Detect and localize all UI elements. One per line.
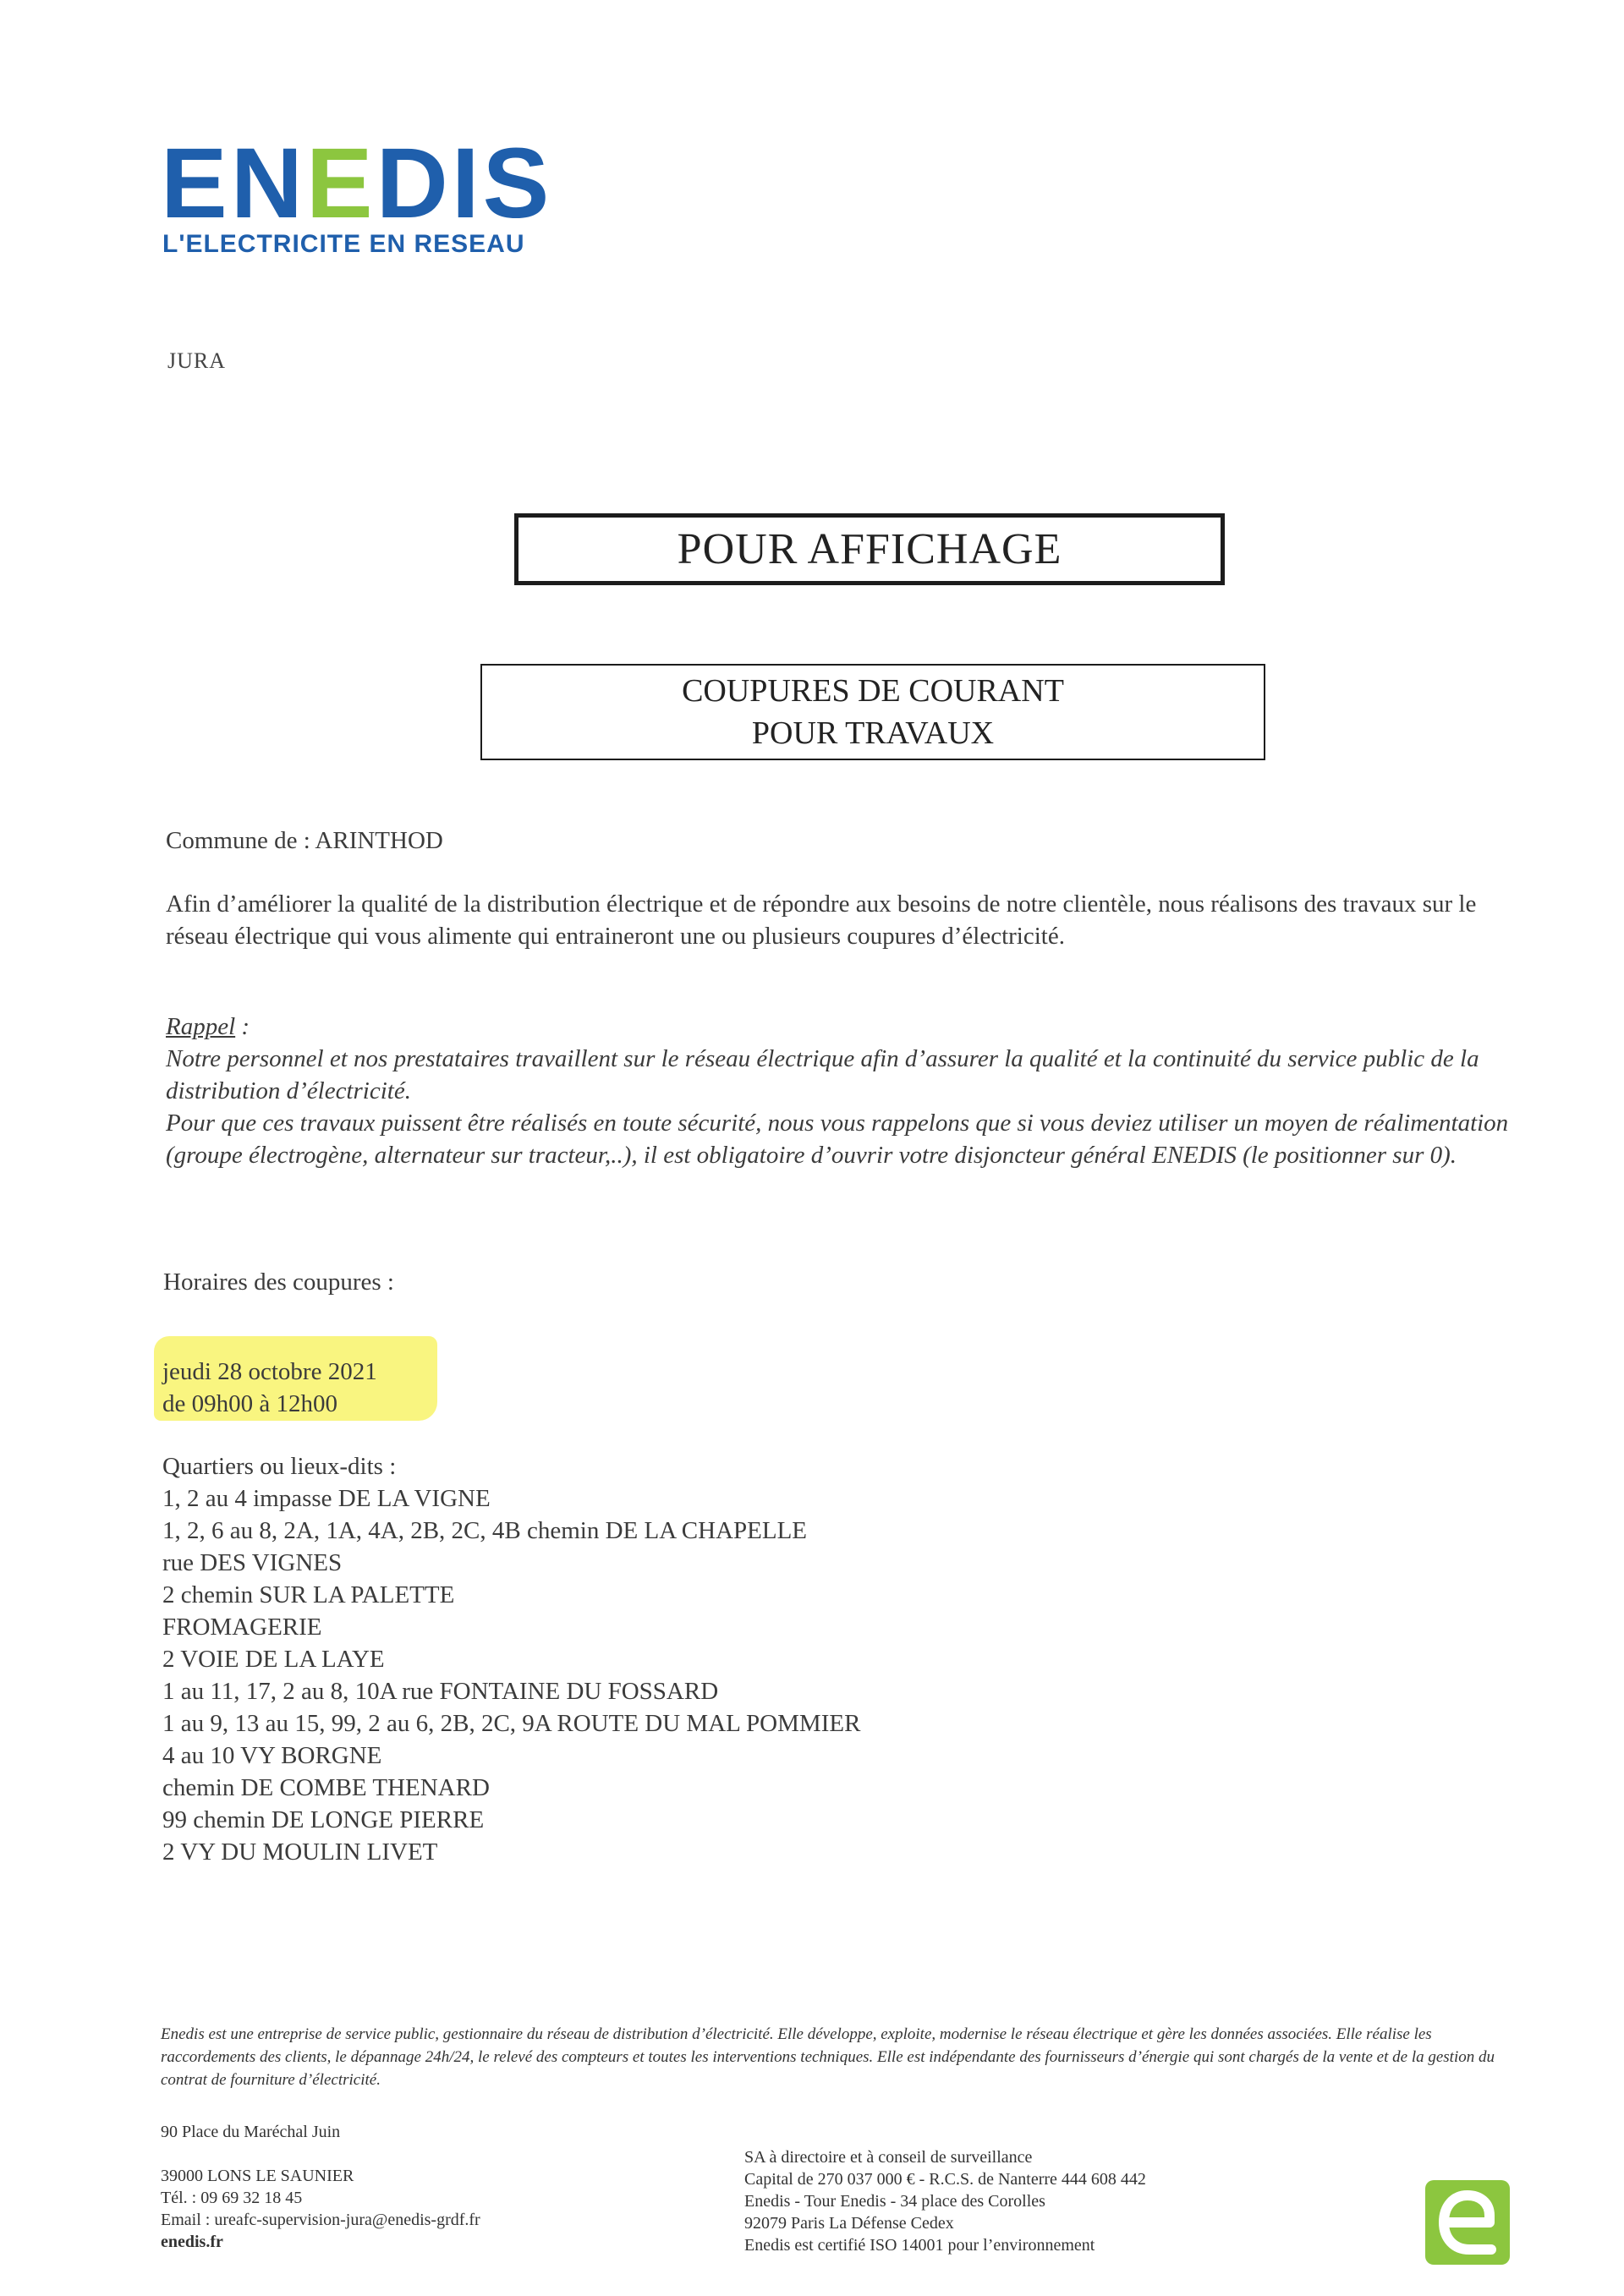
schedule-time: de 09h00 à 12h00 xyxy=(162,1390,337,1417)
subtitle-box xyxy=(480,664,1265,760)
rappel-text-1: Notre personnel et nos prestataires travaillent sur le réseau électrique afin d’assurer la qualité et la continuité du service public de la distribution d’électricité. xyxy=(166,1045,1479,1104)
list-item: rue DES VIGNES xyxy=(162,1549,343,1576)
footer-corporate-block xyxy=(744,2146,1146,2256)
corp-line: 92079 Paris La Défense Cedex xyxy=(744,2214,954,2233)
list-item: 1 au 9, 13 au 15, 99, 2 au 6, 2B, 2C, 9A ROUTE DU MAL POMMIER xyxy=(162,1710,861,1737)
region-label: JURA xyxy=(167,348,227,373)
title-box xyxy=(514,513,1225,585)
quartiers-label: Quartiers ou lieux-dits : xyxy=(162,1453,397,1480)
footer-contact-block xyxy=(161,2165,480,2253)
horaires-label: Horaires des coupures : xyxy=(163,1269,394,1296)
enedis-e-logo-icon xyxy=(1425,2180,1510,2265)
list-item: 1, 2, 6 au 8, 2A, 1A, 4A, 2B, 2C, 4B chemin DE LA CHAPELLE xyxy=(162,1517,808,1544)
list-item: 2 VOIE DE LA LAYE xyxy=(162,1646,385,1673)
list-item: FROMAGERIE xyxy=(162,1614,322,1641)
list-item: 1, 2 au 4 impasse DE LA VIGNE xyxy=(162,1485,491,1512)
footer-email[interactable]: Email : ureafc-supervision-jura@enedis-grdf.fr xyxy=(161,2211,480,2229)
corp-line: Capital de 270 037 000 € - R.C.S. de Nanterre 444 608 442 xyxy=(744,2170,1146,2189)
list-item: 2 VY DU MOULIN LIVET xyxy=(162,1838,438,1866)
list-item: 2 chemin SUR LA PALETTE xyxy=(162,1581,455,1608)
list-item: chemin DE COMBE THENARD xyxy=(162,1774,490,1801)
title-text: POUR AFFICHAGE xyxy=(677,525,1062,573)
rappel-title-suffix: : xyxy=(235,1013,250,1040)
corp-line: Enedis est certifié ISO 14001 pour l’environnement xyxy=(744,2236,1095,2255)
rappel-heading xyxy=(166,1011,1536,1043)
rappel-text-2: Pour que ces travaux puissent être réalisés en toute sécurité, nous vous rappelons que si vous deviez utiliser un moyen de réalimentation (groupe électrogène, alternateur sur tracteur,..), il est obligatoire d’ouvrir votre disjoncteur général ENEDIS (le positionner sur 0). xyxy=(166,1110,1509,1169)
rappel-title: Rappel xyxy=(166,1013,236,1040)
enedis-logo: ENEDIS xyxy=(161,128,553,239)
corp-line: SA à directoire et à conseil de surveillance xyxy=(744,2148,1033,2167)
quartiers-list xyxy=(162,1450,860,1868)
subtitle-line-2: POUR TRAVAUX xyxy=(751,715,995,751)
logo-tagline: L'ELECTRICITE EN RESEAU xyxy=(162,230,525,258)
footer-website-link[interactable]: enedis.fr xyxy=(161,2233,223,2251)
list-item: 4 au 10 VY BORGNE xyxy=(162,1742,382,1769)
schedule-date: jeudi 28 octobre 2021 xyxy=(162,1358,377,1385)
list-item: 99 chemin DE LONGE PIERRE xyxy=(162,1806,485,1833)
schedule xyxy=(162,1356,377,1420)
commune-line: Commune de : ARINTHOD xyxy=(166,827,443,854)
corp-line: Enedis - Tour Enedis - 34 place des Corolles xyxy=(744,2192,1045,2211)
rappel-block xyxy=(166,1011,1536,1171)
intro-paragraph: Afin d’améliorer la qualité de la distribution électrique et de répondre aux besoins de notre clientèle, nous réalisons des travaux sur le réseau électrique qui vous alimente qui entraineront une ou plusieurs coupures d’électricité. xyxy=(166,890,1477,950)
list-item: 1 au 11, 17, 2 au 8, 10A rue FONTAINE DU FOSSARD xyxy=(162,1678,719,1705)
footer-phone: Tél. : 09 69 32 18 45 xyxy=(161,2189,303,2207)
footer-legal-text: Enedis est une entreprise de service public, gestionnaire du réseau de distribution d’électricité. Elle développe, exploite, modernise le réseau électrique et gère les données associées. Elle réalise les raccordements des clients, le dépannage 24h/24, le relevé des compteurs et toutes les interventions techniques. Elle est indépendante des fournisseurs d’énergie qui sont chargés de la vente et de la gestion du contrat de fourniture d’électricité. xyxy=(161,2025,1495,2089)
subtitle-line-1: COUPURES DE COURANT xyxy=(682,673,1064,709)
footer-city: 39000 LONS LE SAUNIER xyxy=(161,2167,354,2185)
footer-address-line: 90 Place du Maréchal Juin xyxy=(161,2123,341,2141)
